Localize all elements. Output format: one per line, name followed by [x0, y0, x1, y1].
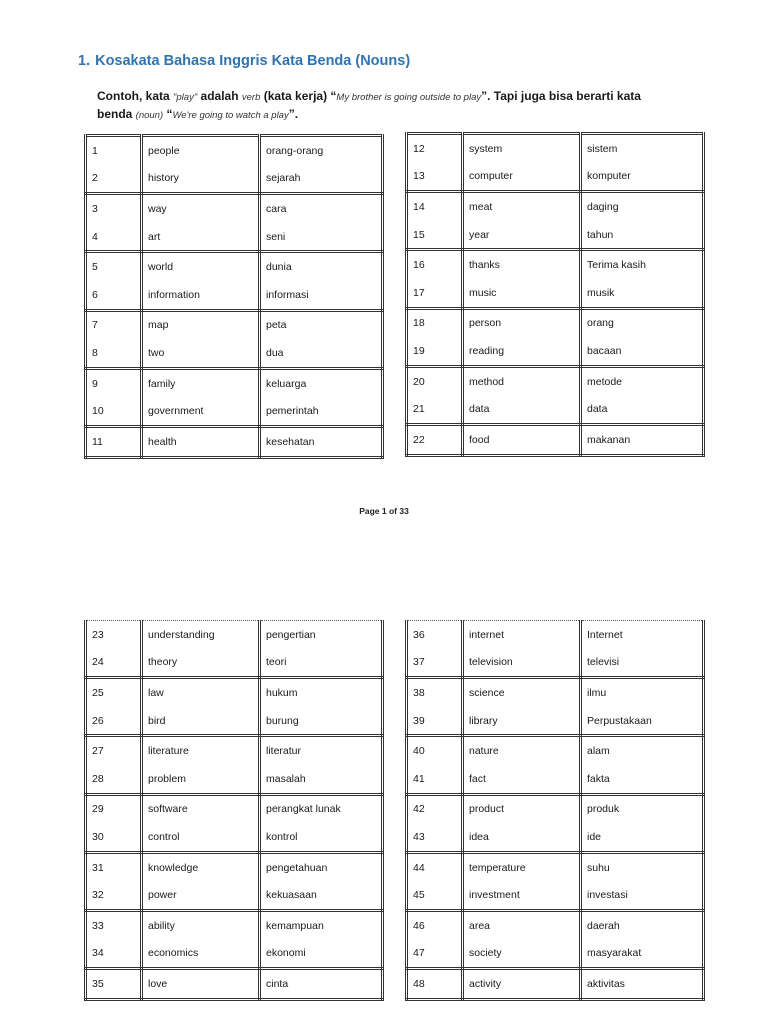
- intro-text-4: ”. Tapi juga bisa berarti kata benda: [97, 89, 641, 121]
- indonesian-word: informasi: [260, 281, 383, 310]
- indonesian-word: hukum: [260, 678, 383, 707]
- english-word: idea: [463, 823, 581, 852]
- row-number: 8: [86, 339, 142, 368]
- table-row: [86, 823, 383, 852]
- indonesian-word: alam: [581, 736, 704, 765]
- indonesian-word: orang: [581, 308, 704, 337]
- indonesian-word: tahun: [581, 221, 704, 250]
- table-row: [86, 794, 383, 823]
- vocab-table-2: [405, 132, 705, 457]
- row-number: 44: [407, 852, 463, 881]
- english-word: control: [142, 823, 260, 852]
- row-number: 3: [86, 194, 142, 223]
- table-row: [86, 707, 383, 736]
- row-number: 10: [86, 397, 142, 426]
- row-number: 21: [407, 395, 463, 424]
- indonesian-word: fakta: [581, 765, 704, 794]
- indonesian-word: peta: [260, 310, 383, 339]
- table-row: [86, 281, 383, 310]
- table-row: [407, 852, 704, 881]
- row-number: 11: [86, 426, 142, 457]
- english-word: music: [463, 279, 581, 308]
- table-row: [86, 368, 383, 397]
- table-row: [407, 940, 704, 969]
- indonesian-word: televisi: [581, 649, 704, 678]
- row-number: 7: [86, 310, 142, 339]
- table-row: [407, 736, 704, 765]
- table-row: [86, 765, 383, 794]
- table-row: [86, 649, 383, 678]
- english-word: area: [463, 910, 581, 939]
- english-word: family: [142, 368, 260, 397]
- english-word: government: [142, 397, 260, 426]
- row-number: 22: [407, 424, 463, 455]
- english-word: way: [142, 194, 260, 223]
- row-number: 14: [407, 192, 463, 221]
- row-number: 42: [407, 794, 463, 823]
- english-word: art: [142, 223, 260, 252]
- row-number: 36: [407, 621, 463, 649]
- english-word: product: [463, 794, 581, 823]
- row-number: 26: [86, 707, 142, 736]
- row-number: 30: [86, 823, 142, 852]
- table-row: [407, 881, 704, 910]
- section-heading: [78, 53, 410, 69]
- english-word: understanding: [142, 621, 260, 649]
- row-number: 13: [407, 163, 463, 192]
- english-word: method: [463, 366, 581, 395]
- english-word: library: [463, 707, 581, 736]
- row-number: 39: [407, 707, 463, 736]
- row-number: 31: [86, 852, 142, 881]
- row-number: 12: [407, 134, 463, 163]
- english-word: map: [142, 310, 260, 339]
- table-row: [407, 707, 704, 736]
- intro-paragraph: [97, 88, 657, 124]
- row-number: 46: [407, 910, 463, 939]
- row-number: 17: [407, 279, 463, 308]
- row-number: 27: [86, 736, 142, 765]
- indonesian-word: ekonomi: [260, 940, 383, 969]
- row-number: 34: [86, 940, 142, 969]
- row-number: 2: [86, 165, 142, 194]
- table-row: [407, 910, 704, 939]
- english-word: television: [463, 649, 581, 678]
- indonesian-word: pengertian: [260, 621, 383, 649]
- indonesian-word: sistem: [581, 134, 704, 163]
- indonesian-word: investasi: [581, 881, 704, 910]
- indonesian-word: ilmu: [581, 678, 704, 707]
- english-word: computer: [463, 163, 581, 192]
- english-word: food: [463, 424, 581, 455]
- row-number: 1: [86, 136, 142, 165]
- english-word: love: [142, 969, 260, 1000]
- row-number: 32: [86, 881, 142, 910]
- table-row: [407, 395, 704, 424]
- english-word: year: [463, 221, 581, 250]
- indonesian-word: cara: [260, 194, 383, 223]
- english-word: theory: [142, 649, 260, 678]
- row-number: 48: [407, 969, 463, 1000]
- table-row: [86, 678, 383, 707]
- intro-word-verb: verb: [241, 92, 261, 103]
- indonesian-word: musik: [581, 279, 704, 308]
- english-word: people: [142, 136, 260, 165]
- intro-example-verb: My brother is going outside to play: [336, 92, 482, 103]
- row-number: 19: [407, 337, 463, 366]
- table-row: [86, 969, 383, 1000]
- row-number: 43: [407, 823, 463, 852]
- table-row: [86, 310, 383, 339]
- english-word: fact: [463, 765, 581, 794]
- indonesian-word: produk: [581, 794, 704, 823]
- indonesian-word: Terima kasih: [581, 250, 704, 279]
- row-number: 6: [86, 281, 142, 310]
- english-word: investment: [463, 881, 581, 910]
- indonesian-word: literatur: [260, 736, 383, 765]
- english-word: society: [463, 940, 581, 969]
- indonesian-word: masalah: [260, 765, 383, 794]
- table-row: [407, 192, 704, 221]
- table-row: [86, 940, 383, 969]
- indonesian-word: ide: [581, 823, 704, 852]
- indonesian-word: daging: [581, 192, 704, 221]
- row-number: 28: [86, 765, 142, 794]
- section-number: 1.: [78, 53, 91, 69]
- english-word: law: [142, 678, 260, 707]
- indonesian-word: orang-orang: [260, 136, 383, 165]
- indonesian-word: keluarga: [260, 368, 383, 397]
- row-number: 20: [407, 366, 463, 395]
- english-word: meat: [463, 192, 581, 221]
- intro-text-1: Contoh, kata: [97, 89, 174, 103]
- table-row: [86, 426, 383, 457]
- table-row: [86, 910, 383, 939]
- english-word: reading: [463, 337, 581, 366]
- indonesian-word: cinta: [260, 969, 383, 1000]
- table-row: [86, 852, 383, 881]
- indonesian-word: Internet: [581, 621, 704, 649]
- english-word: system: [463, 134, 581, 163]
- indonesian-word: kontrol: [260, 823, 383, 852]
- indonesian-word: daerah: [581, 910, 704, 939]
- row-number: 9: [86, 368, 142, 397]
- english-word: economics: [142, 940, 260, 969]
- english-word: knowledge: [142, 852, 260, 881]
- table-row: [86, 252, 383, 281]
- table-row: [407, 366, 704, 395]
- indonesian-word: dunia: [260, 252, 383, 281]
- row-number: 25: [86, 678, 142, 707]
- intro-text-6: ”.: [288, 107, 299, 121]
- table-row: [407, 765, 704, 794]
- vocab-table-4: [405, 620, 705, 1001]
- indonesian-word: kesehatan: [260, 426, 383, 457]
- table-row: [86, 621, 383, 649]
- table-row: [407, 308, 704, 337]
- english-word: activity: [463, 969, 581, 1000]
- intro-example-noun: We're going to watch a play: [172, 110, 289, 121]
- row-number: 45: [407, 881, 463, 910]
- row-number: 38: [407, 678, 463, 707]
- indonesian-word: Perpustakaan: [581, 707, 704, 736]
- table-row: [86, 881, 383, 910]
- indonesian-word: makanan: [581, 424, 704, 455]
- row-number: 24: [86, 649, 142, 678]
- english-word: internet: [463, 621, 581, 649]
- english-word: science: [463, 678, 581, 707]
- english-word: data: [463, 395, 581, 424]
- indonesian-word: seni: [260, 223, 383, 252]
- english-word: power: [142, 881, 260, 910]
- row-number: 4: [86, 223, 142, 252]
- english-word: ability: [142, 910, 260, 939]
- indonesian-word: masyarakat: [581, 940, 704, 969]
- intro-text-3: (kata kerja) “: [260, 89, 337, 103]
- english-word: history: [142, 165, 260, 194]
- indonesian-word: teori: [260, 649, 383, 678]
- table-row: [407, 134, 704, 163]
- vocab-table-1: [84, 134, 384, 459]
- indonesian-word: aktivitas: [581, 969, 704, 1000]
- table-row: [407, 794, 704, 823]
- table-row: [407, 424, 704, 455]
- table-row: [407, 163, 704, 192]
- indonesian-word: data: [581, 395, 704, 424]
- english-word: nature: [463, 736, 581, 765]
- page-number: Page 1 of 33: [359, 506, 409, 516]
- indonesian-word: dua: [260, 339, 383, 368]
- table-row: [86, 397, 383, 426]
- table-row: [407, 649, 704, 678]
- indonesian-word: bacaan: [581, 337, 704, 366]
- english-word: software: [142, 794, 260, 823]
- table-row: [86, 736, 383, 765]
- intro-text-5: “: [163, 107, 173, 121]
- table-row: [407, 337, 704, 366]
- row-number: 47: [407, 940, 463, 969]
- table-row: [86, 165, 383, 194]
- row-number: 37: [407, 649, 463, 678]
- indonesian-word: sejarah: [260, 165, 383, 194]
- row-number: 23: [86, 621, 142, 649]
- intro-text-2: adalah: [197, 89, 242, 103]
- table-row: [86, 194, 383, 223]
- indonesian-word: kekuasaan: [260, 881, 383, 910]
- row-number: 35: [86, 969, 142, 1000]
- vocab-table-3: [84, 620, 384, 1001]
- english-word: bird: [142, 707, 260, 736]
- english-word: literature: [142, 736, 260, 765]
- english-word: temperature: [463, 852, 581, 881]
- english-word: thanks: [463, 250, 581, 279]
- table-row: [407, 250, 704, 279]
- row-number: 33: [86, 910, 142, 939]
- table-row: [86, 339, 383, 368]
- intro-word-play: "play": [173, 92, 198, 103]
- row-number: 18: [407, 308, 463, 337]
- indonesian-word: kemampuan: [260, 910, 383, 939]
- english-word: information: [142, 281, 260, 310]
- english-word: health: [142, 426, 260, 457]
- table-row: [407, 279, 704, 308]
- row-number: 15: [407, 221, 463, 250]
- table-row: [407, 823, 704, 852]
- section-title: Kosakata Bahasa Inggris Kata Benda (Nouns): [95, 53, 411, 69]
- indonesian-word: pemerintah: [260, 397, 383, 426]
- table-row: [86, 223, 383, 252]
- row-number: 40: [407, 736, 463, 765]
- table-row: [407, 678, 704, 707]
- english-word: world: [142, 252, 260, 281]
- row-number: 5: [86, 252, 142, 281]
- english-word: problem: [142, 765, 260, 794]
- intro-word-noun: (noun): [135, 110, 164, 121]
- indonesian-word: komputer: [581, 163, 704, 192]
- table-row: [86, 136, 383, 165]
- table-row: [407, 621, 704, 649]
- indonesian-word: perangkat lunak: [260, 794, 383, 823]
- indonesian-word: metode: [581, 366, 704, 395]
- row-number: 29: [86, 794, 142, 823]
- indonesian-word: suhu: [581, 852, 704, 881]
- row-number: 16: [407, 250, 463, 279]
- row-number: 41: [407, 765, 463, 794]
- indonesian-word: burung: [260, 707, 383, 736]
- table-row: [407, 221, 704, 250]
- english-word: two: [142, 339, 260, 368]
- indonesian-word: pengetahuan: [260, 852, 383, 881]
- table-row: [407, 969, 704, 1000]
- english-word: person: [463, 308, 581, 337]
